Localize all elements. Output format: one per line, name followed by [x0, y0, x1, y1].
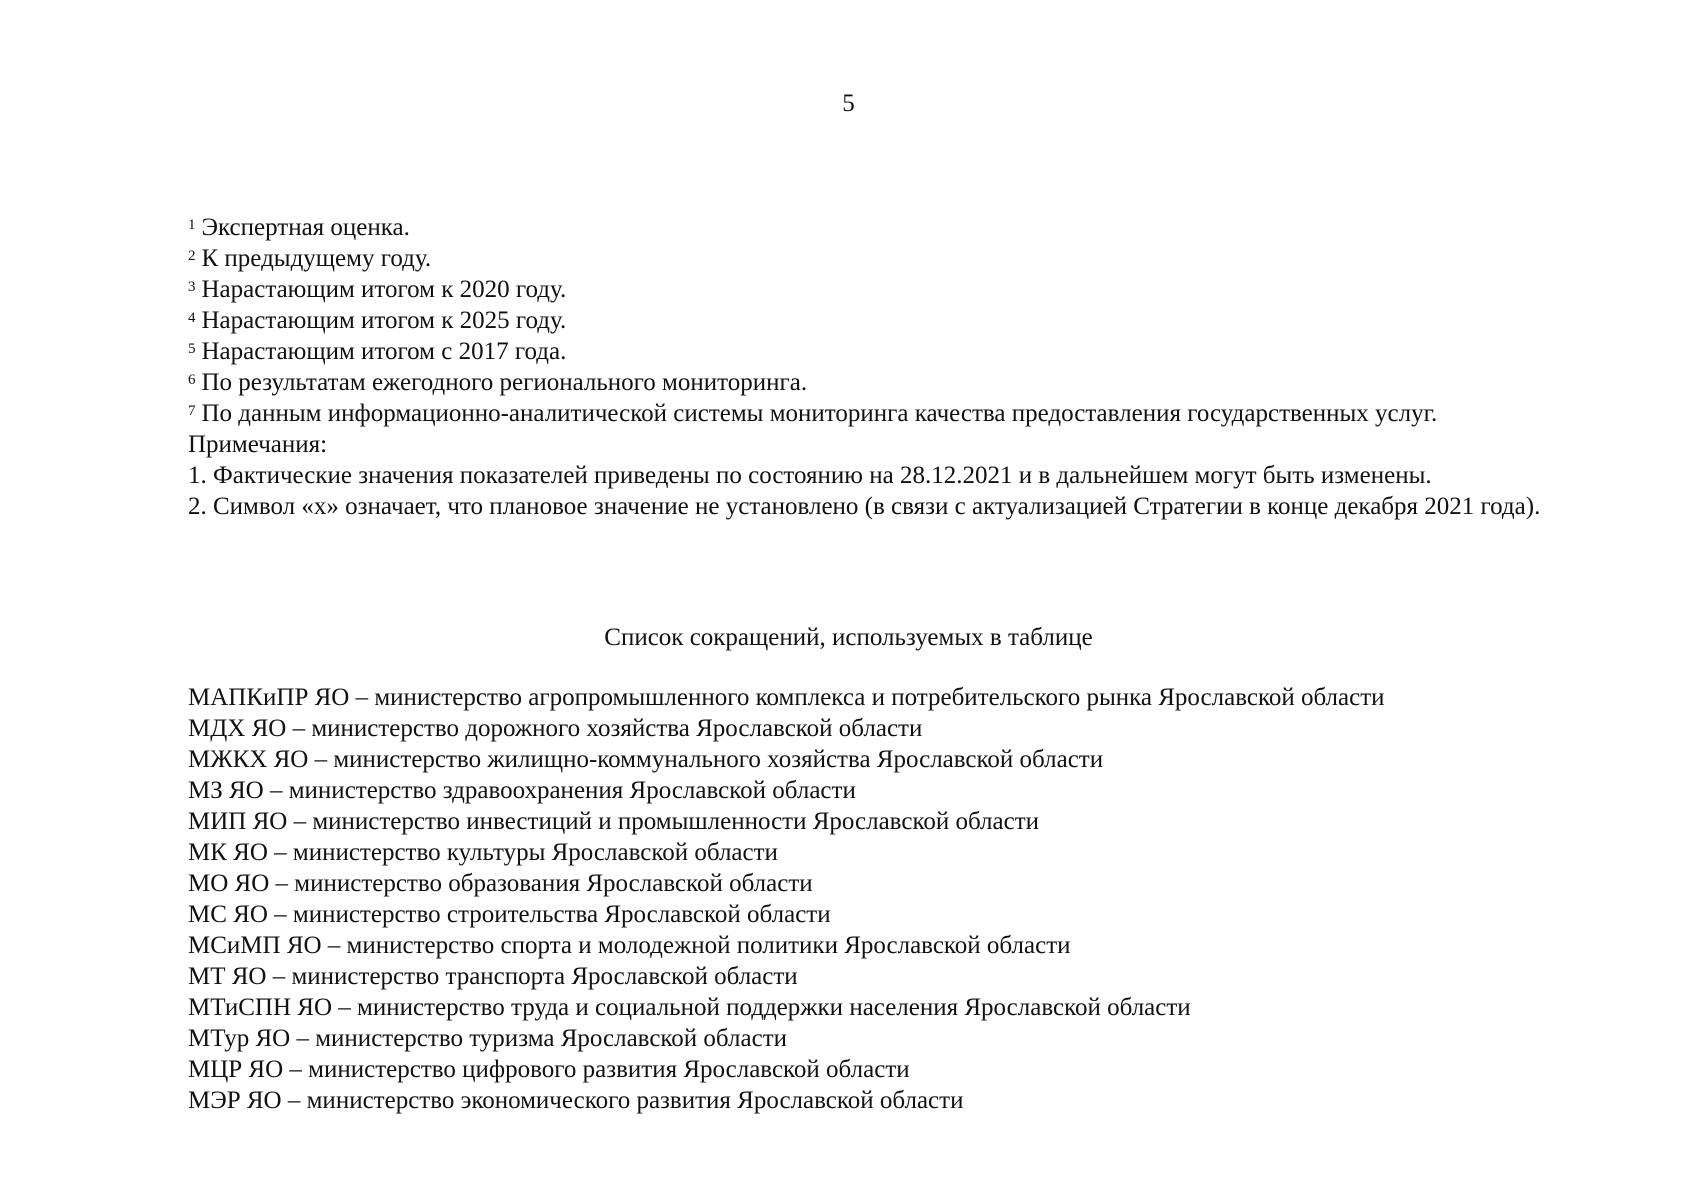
- footnote-text: Нарастающим итогом к 2020 году.: [201, 276, 567, 303]
- footnote-marker: 3: [188, 279, 196, 295]
- footnote-marker: 7: [188, 403, 196, 419]
- notes-title: Примечания:: [188, 431, 328, 458]
- footnote-2: [118, 243, 1546, 274]
- abbreviation-item: МСиМП ЯО – министерство спорта и молодежной политики Ярославской области: [188, 932, 1071, 959]
- abbreviation-item: МО ЯО – министерство образования Ярославской области: [188, 870, 813, 897]
- abbreviation-item: МТур ЯО – министерство туризма Ярославской области: [188, 1025, 787, 1052]
- abbreviation-item: МЭР ЯО – министерство экономического развития Ярославской области: [188, 1087, 964, 1114]
- abbreviation-item: МИП ЯО – министерство инвестиций и промышленности Ярославской области: [188, 808, 1040, 835]
- footnotes-block: [118, 212, 1546, 522]
- footnote-4: [118, 305, 1546, 336]
- abbreviation-item: МДХ ЯО – министерство дорожного хозяйства Ярославской области: [188, 715, 923, 742]
- abbreviation-item: МЦР ЯО – министерство цифрового развития Ярославской области: [188, 1056, 910, 1083]
- abbreviations-title: Список сокращений, используемых в таблице: [604, 624, 1093, 651]
- abbreviation-item: МТ ЯО – министерство транспорта Ярославской области: [188, 963, 798, 990]
- footnote-marker: 1: [188, 217, 196, 233]
- note-1: 1. Фактические значения показателей приведены по состоянию на 28.12.2021 и в дальнейшем могут быть изменены.: [188, 462, 1432, 489]
- footnote-marker: 4: [188, 310, 196, 326]
- footnote-marker: 6: [188, 372, 196, 388]
- abbreviation-item: МК ЯО – министерство культуры Ярославской области: [188, 839, 778, 866]
- abbreviation-item: МС ЯО – министерство строительства Ярославской области: [188, 901, 831, 928]
- footnote-text: Нарастающим итогом к 2025 году.: [201, 307, 567, 334]
- abbreviation-item: МАПКиПР ЯО – министерство агропромышленного комплекса и потребительского рынка Ярославской области: [188, 684, 1385, 711]
- footnote-1: [118, 212, 1546, 243]
- footnote-text: Нарастающим итогом с 2017 года.: [201, 338, 567, 365]
- footnote-marker: 2: [188, 248, 196, 264]
- footnote-6: [118, 367, 1546, 398]
- abbreviations-list: [188, 682, 1548, 1116]
- footnote-3: [118, 274, 1546, 305]
- page-number: 5: [842, 90, 855, 117]
- footnote-5: [118, 336, 1546, 367]
- footnote-marker: 5: [188, 341, 196, 357]
- footnote-text: По данным информационно-аналитической системы мониторинга качества предоставления государственных услуг.: [201, 400, 1438, 427]
- footnote-text: Экспертная оценка.: [201, 214, 410, 241]
- footnote-7: [118, 398, 1546, 429]
- abbreviation-item: МТиСПН ЯО – министерство труда и социальной поддержки населения Ярославской области: [188, 994, 1191, 1021]
- abbreviation-item: МЖКХ ЯО – министерство жилищно-коммунального хозяйства Ярославской области: [188, 746, 1104, 773]
- footnote-text: По результатам ежегодного регионального мониторинга.: [201, 369, 808, 396]
- footnote-text: К предыдущему году.: [201, 245, 432, 272]
- note-2: 2. Символ «х» означает, что плановое значение не установлено (в связи с актуализацией Стратегии в конце декабря 2021 года).: [188, 493, 1541, 520]
- abbreviation-item: МЗ ЯО – министерство здравоохранения Ярославской области: [188, 777, 856, 804]
